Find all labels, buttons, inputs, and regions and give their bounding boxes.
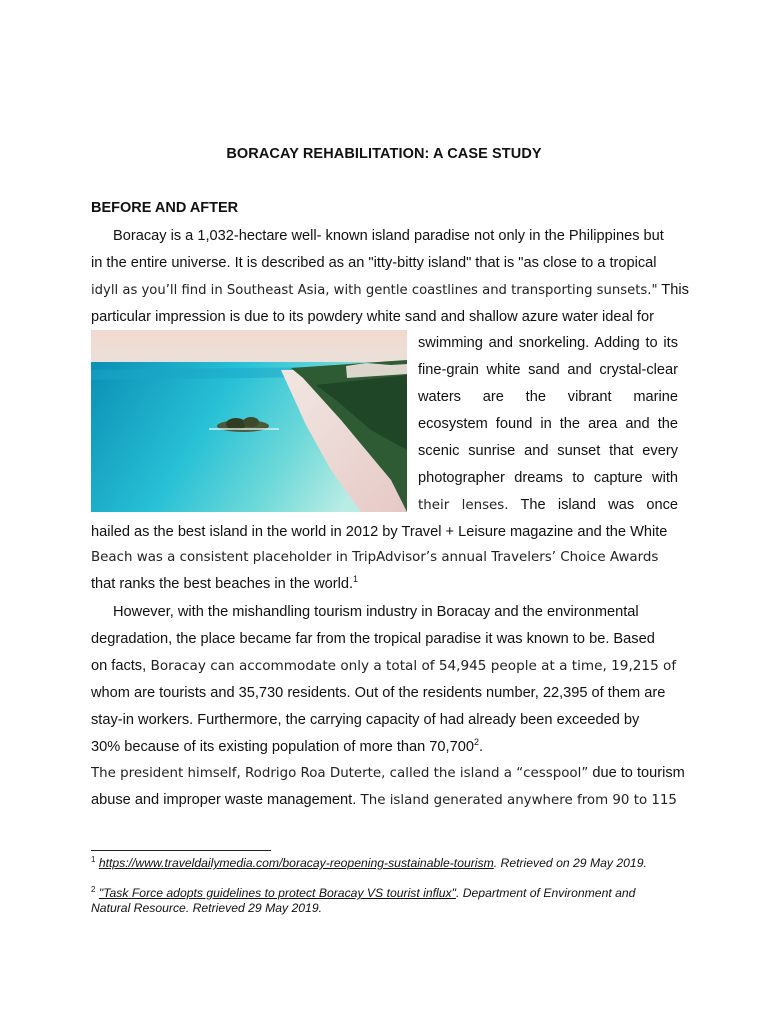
footnote-link[interactable]: https://www.traveldailymedia.com/boracay-reopening-sustainable-tourism (98, 856, 494, 870)
paragraph-text: . (478, 739, 484, 755)
footnote-number: 2 (91, 885, 96, 894)
quote-text: idyll as you’ll find in Southeast Asia, with gentle coastlines and transporting sunsets." (91, 283, 658, 298)
paragraph-line (91, 790, 678, 811)
paragraph-text: their lenses. (418, 498, 509, 513)
wrapped-line: waters are the vibrant marine (418, 389, 678, 405)
wrapped-line: photographer dreams to capture with (418, 470, 678, 486)
footnote-ref: 1 (353, 574, 359, 584)
footnote-divider (91, 850, 271, 851)
paragraph-text: that ranks the best beaches in the world. (91, 576, 354, 592)
paragraph-line (91, 737, 678, 757)
paragraph-line: particular impression is due to its powdery white sand and shallow azure water ideal for (91, 309, 654, 325)
paragraph-line: However, with the mishandling tourism industry in Boracay and the environmental (113, 604, 639, 620)
paragraph-line (91, 280, 689, 301)
paragraph-line (91, 656, 678, 676)
paragraph-line (91, 574, 678, 594)
footnote-1 (91, 856, 681, 871)
wrapped-line: fine-grain white sand and crystal-clear (418, 362, 678, 378)
wrapped-line: swimming and snorkeling. Adding to its (418, 335, 678, 351)
paragraph-line: whom are tourists and 35,730 residents. Out of the residents number, 22,395 of them are (91, 685, 666, 701)
boracay-beach-photo (91, 330, 407, 512)
paragraph-line: degradation, the place became far from the tropical paradise it was known to be. Based (91, 631, 655, 647)
footnote-text: . Retrieved on 29 May 2019. (493, 856, 647, 870)
page-title: BORACAY REHABILITATION: A CASE STUDY (226, 146, 542, 162)
paragraph-text: due to tourism (588, 765, 685, 781)
paragraph-line (91, 763, 685, 784)
paragraph-line: Boracay is a 1,032-hectare well- known island paradise not only in the Philippines but (113, 228, 664, 244)
paragraph-text: Boracay can accommodate only a total of 54,945 people at a time, 19,215 of (146, 658, 677, 674)
paragraph-text: This (657, 282, 689, 298)
beach-photo-icon (91, 330, 407, 512)
wrapped-line: ecosystem found in the area and the (418, 416, 678, 432)
section-heading: BEFORE AND AFTER (91, 200, 239, 216)
paragraph-text: 30% because of its existing population of more than 70,700 (91, 739, 474, 755)
paragraph-text: The president himself, Rodrigo Roa Duterte, called the island a “cesspool” (91, 766, 589, 781)
paragraph-text: on facts, (91, 658, 147, 674)
wrapped-line: scenic sunrise and sunset that every (418, 443, 678, 459)
paragraph-text: The island generated anywhere from 90 to 115 (356, 793, 677, 808)
footnote-ref: 2 (473, 737, 479, 747)
footnote-text: Natural Resource. Retrieved 29 May 2019. (91, 901, 323, 915)
paragraph-line: in the entire universe. It is described as an "itty-bitty island" that is "as close to a tropical (91, 255, 657, 271)
footnote-2 (91, 886, 681, 916)
footnote-link[interactable]: "Task Force adopts guidelines to protect Boracay VS tourist influx" (98, 886, 456, 900)
paragraph-line: Beach was a consistent placeholder in TripAdvisor’s annual Travelers’ Choice Awards (91, 550, 659, 565)
wrapped-line (418, 495, 678, 516)
paragraph-line: hailed as the best island in the world in 2012 by Travel + Leisure magazine and the White (91, 524, 668, 540)
paragraph-text: abuse and improper waste management. (91, 792, 357, 808)
footnote-number: 1 (91, 855, 96, 864)
footnote-text: . Department of Environment and (455, 886, 636, 900)
paragraph-line: stay-in workers. Furthermore, the carrying capacity of had already been exceeded by (91, 712, 640, 728)
paragraph-text: The island was once (508, 497, 678, 513)
